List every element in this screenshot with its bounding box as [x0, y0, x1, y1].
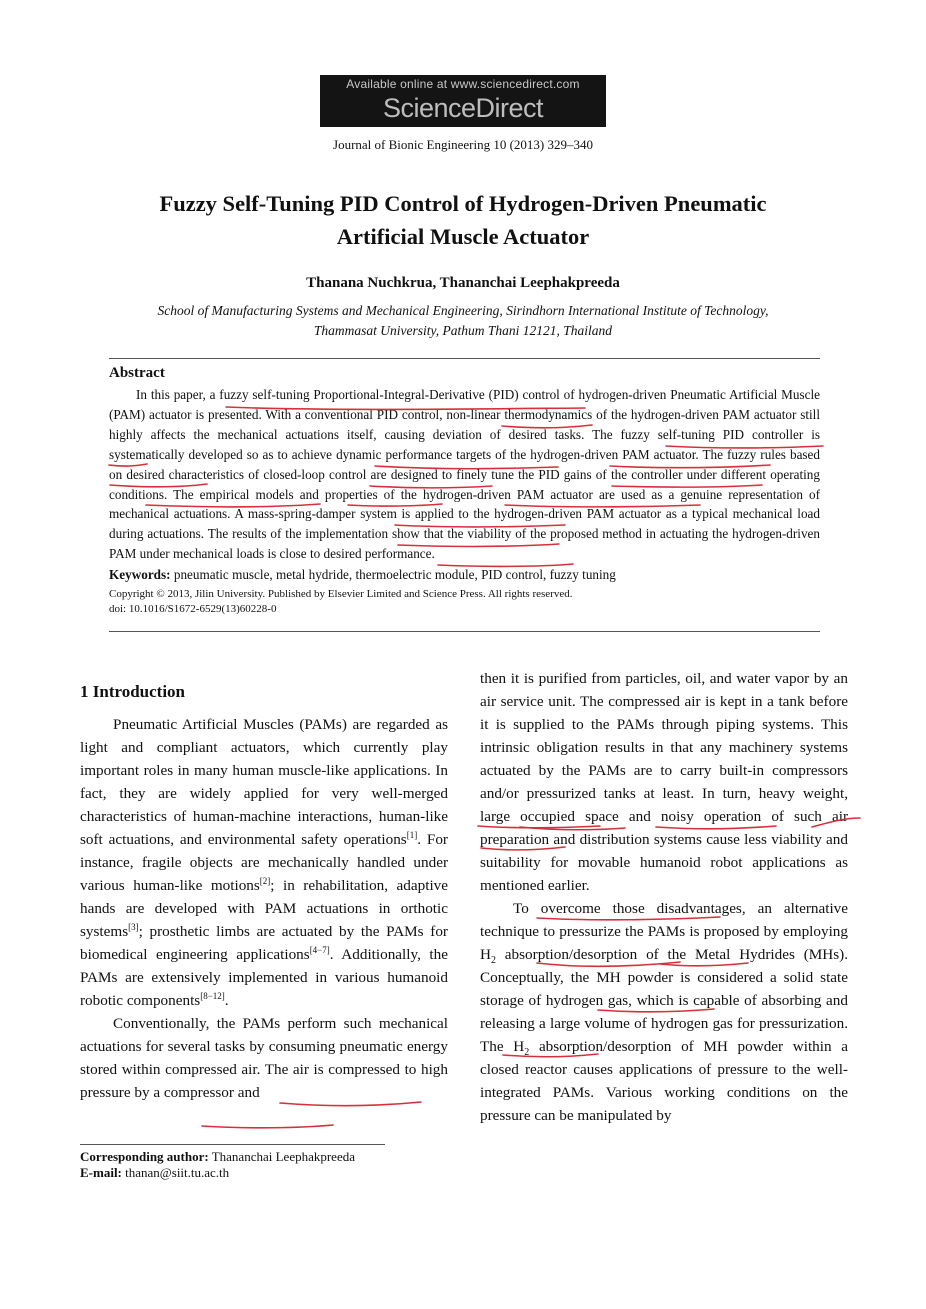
footnote-rule — [80, 1144, 385, 1145]
para1-text-a: Pneumatic Artificial Muscles (PAMs) are regarded as light and compliant actuators, which currently play important roles in many human muscle-like applications. In fact, they are widely applied for very well-merged characteristics of human-machine interactions, human-like soft actuations, and environmental safety operations — [80, 716, 448, 848]
keywords-label: Keywords: — [109, 567, 171, 583]
left-column — [80, 680, 448, 1104]
citation-ref: [1] — [406, 829, 418, 840]
keywords — [109, 567, 820, 583]
footnote — [80, 1149, 355, 1181]
abstract-top-rule — [109, 358, 820, 359]
corr-label: Corresponding author: — [80, 1149, 209, 1164]
subscript: 2 — [524, 1047, 530, 1059]
authors: Thanana Nuchkrua, Thananchai Leephakpreeda — [306, 275, 620, 291]
intro-paragraph-4 — [480, 897, 848, 1127]
copyright: Copyright © 2013, Jilin University. Published by Elsevier Limited and Science Press. All rights reserved. — [109, 588, 573, 601]
abstract-bottom-rule — [109, 631, 820, 632]
right-column — [480, 667, 848, 1127]
affiliation-line-2: Thammasat University, Pathum Thani 12121, Thailand — [313, 323, 613, 338]
logo-name-text: ScienceDirect — [382, 93, 544, 123]
para1-text-b: . For instance, fragile objects are mechanically handled under various human-like motions — [80, 831, 448, 894]
corr-name: Thananchai Leephakpreeda — [211, 1149, 355, 1164]
affiliation — [60, 301, 866, 341]
abstract-section — [109, 365, 820, 617]
abstract-heading: Abstract — [109, 365, 165, 381]
para4-text-b: absorption/desorption of the Metal Hydrides (MHs). Conceptually, the MH powder is considered a solid state storage of hydrogen gas, which is capable of absorbing and releasing a large volume of hydrogen gas for pressurization. The H — [480, 946, 848, 1055]
citation-ref: [2] — [259, 875, 271, 886]
author-email — [80, 1165, 355, 1181]
para4-text-c: absorption/desorption of MH powder within a closed reactor causes applications of pressure to the well-integrated PAMs. Various working conditions on the pressure can be manipulated by — [480, 1038, 848, 1124]
title-line-2: Artificial Muscle Actuator — [336, 224, 590, 249]
abstract-body: In this paper, a fuzzy self-tuning Proportional-Integral-Derivative (PID) control of hydrogen-driven Pneumatic Artificial Muscle (PAM) actuator is presented. With a conventional PID control, non-linear thermodynamics of the hydrogen-driven PAM actuator still highly affects the mechanical actuations itself, causing deviation of desired tasks. The fuzzy self-tuning PID controller is systematically developed so as to achieve dynamic performance targets of the hydrogen-driven PAM actuator. The fuzzy rules based on desired characteristics of closed-loop control are designed to finely tune the PID gains of the controller under different operating conditions. The empirical models and properties of the hydrogen-driven PAM actuator are used as a genuine representation of mechanical actuations. A mass-spring-damper system is applied to the hydrogen-driven PAM actuator as a typical mechanical load during actuations. The results of the implementation show that the viability of the proposed method in actuating the hydrogen-driven PAM under mechanical loads is close to desired performance. — [109, 387, 820, 562]
logo-available-text: Available online at www.sciencedirect.com — [346, 77, 580, 91]
para1-text-e: . Additionally, the PAMs are extensively implemented in various humanoid robotic components — [80, 946, 448, 1009]
citation-ref: [3] — [128, 921, 139, 932]
email-label: E-mail: — [80, 1165, 122, 1180]
citation-ref: [4−7] — [309, 944, 330, 955]
sciencedirect-logo — [320, 75, 606, 127]
underline-mark — [202, 1125, 333, 1128]
title-line-1: Fuzzy Self-Tuning PID Control of Hydrogen-Driven Pneumatic — [159, 191, 767, 216]
intro-paragraph-2: Conventionally, the PAMs perform such mechanical actuations for several tasks by consuming pneumatic energy stored within compressed air. The air is compressed to high pressure by a compressor and — [80, 1015, 448, 1101]
email-value: thanan@siit.tu.ac.th — [125, 1165, 230, 1180]
journal-citation: Journal of Bionic Engineering 10 (2013) 329–340 — [333, 137, 593, 152]
intro-paragraph-3: then it is purified from particles, oil, and water vapor by an air service unit. The compressed air is kept in a tank before it is supplied to the PAMs through piping systems. This intrinsic obligation results in that any machinery systems actuated by the PAMs are to carry built-in compressors and/or pressurized tanks at least. In turn, heavy weight, large occupied space and noisy operation of such air preparation and distribution systems cause less viability and suitability for movable humanoid robot applications as mentioned earlier. — [480, 670, 848, 894]
paper-title — [60, 187, 866, 253]
para1-text-f: . — [224, 992, 229, 1009]
para1-text-c: ; in rehabilitation, adaptive hands are developed with PAM actuations in orthotic systems — [80, 877, 448, 940]
citation-ref: [8−12] — [200, 990, 225, 1001]
para1-text-d: ; prosthetic limbs are actuated by the PAMs for biomedical engineering applications — [80, 923, 448, 963]
corresponding-author — [80, 1149, 355, 1165]
affiliation-line-1: School of Manufacturing Systems and Mechanical Engineering, Sirindhorn International Institute of Technology, — [157, 303, 769, 318]
intro-paragraph-1 — [80, 713, 448, 1012]
section-heading: 1 Introduction — [80, 682, 186, 701]
keywords-text: pneumatic muscle, metal hydride, thermoelectric module, PID control, fuzzy tuning — [173, 567, 616, 583]
para4-text-a: To overcome those disadvantages, an alternative technique to pressurize the PAMs is proposed by employing H — [480, 900, 848, 963]
subscript: 2 — [490, 955, 496, 967]
doi: doi: 10.1016/S1672-6529(13)60228-0 — [109, 603, 277, 616]
